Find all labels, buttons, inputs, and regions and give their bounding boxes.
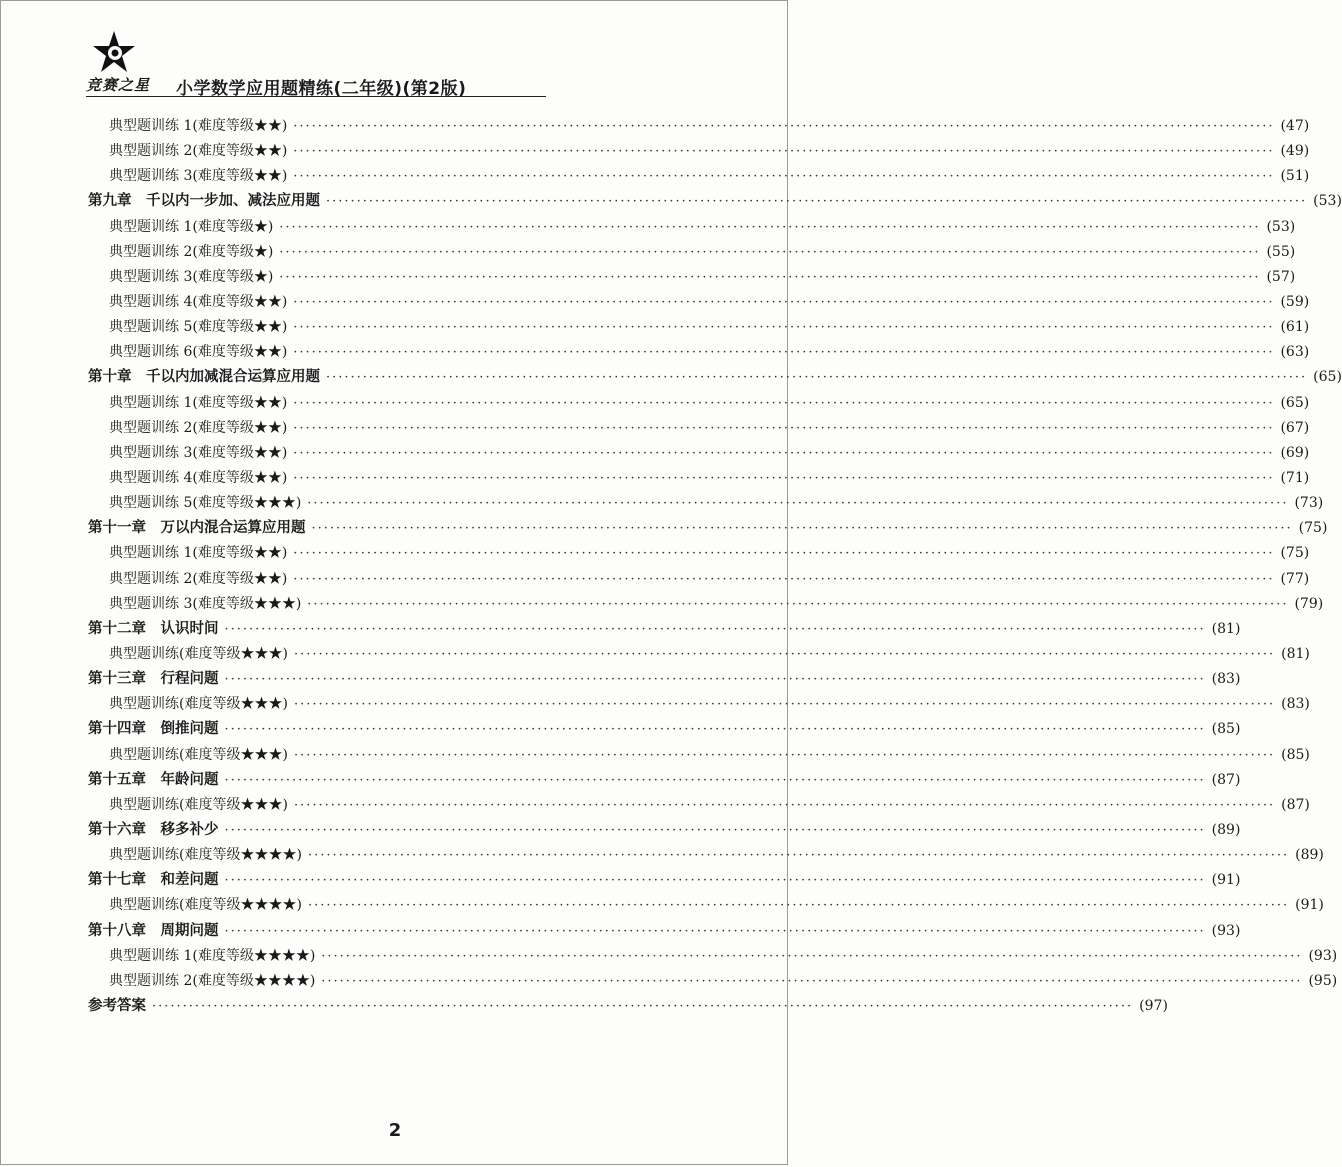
dot-leader: ································································································································································: [279, 269, 1261, 285]
dot-leader: ································································································································································: [293, 546, 1275, 562]
toc-entry-row: [88, 466, 1310, 491]
toc-page-number: (85): [1211, 721, 1241, 738]
dot-leader: ································································································································································: [224, 923, 1206, 939]
toc-label: 第十六章 移多补少: [88, 821, 219, 838]
toc-page-number: (79): [1294, 595, 1324, 612]
toc-entry-row: [88, 793, 1310, 818]
toc-chapter-row: [88, 189, 1342, 214]
dot-leader: ································································································································································: [311, 521, 1293, 537]
toc-entry-row: [88, 567, 1310, 592]
toc-entry-row: [88, 240, 1296, 265]
dot-leader: ································································································································································: [293, 395, 1275, 411]
toc-entry-row: [88, 642, 1310, 667]
toc-label: 典型题训练 3(难度等级★★): [109, 168, 288, 185]
toc-page-number: (85): [1281, 746, 1310, 763]
dot-leader: ································································································································································: [224, 621, 1206, 637]
dot-leader: ································································································································································: [293, 420, 1275, 436]
toc-label: 典型题训练(难度等级★★★★): [109, 847, 302, 864]
toc-entry-row: [88, 265, 1296, 290]
dot-leader: ································································································································································: [293, 169, 1275, 185]
toc-label: 典型题训练 3(难度等级★★): [109, 444, 288, 461]
toc-chapter-row: [88, 667, 1241, 692]
dot-leader: ································································································································································: [293, 345, 1275, 361]
toc-entry-row: [88, 215, 1296, 240]
toc-label: 第十三章 行程问题: [88, 671, 219, 688]
toc-page-number: (63): [1280, 344, 1310, 361]
toc-page-number: (49): [1280, 143, 1310, 160]
toc-label: 典型题训练 1(难度等级★★): [109, 545, 288, 562]
toc-entry-row: [88, 944, 1338, 969]
toc-label: 典型题训练 1(难度等级★): [109, 218, 274, 235]
dot-leader: ································································································································································: [293, 294, 1275, 310]
dot-leader: ································································································································································: [307, 496, 1289, 512]
toc-page-number: (81): [1281, 645, 1310, 662]
toc-page-number: (69): [1280, 444, 1310, 461]
toc-entry-row: [88, 340, 1310, 365]
toc-label: 典型题训练 2(难度等级★★★★): [109, 972, 316, 989]
toc-page-number: (75): [1298, 520, 1328, 537]
toc-entry-row: [88, 592, 1324, 617]
toc-entry-row: [88, 743, 1310, 768]
dot-leader: ································································································································································: [293, 697, 1276, 713]
dot-leader: ································································································································································: [293, 747, 1276, 763]
toc-page-number: (91): [1295, 897, 1324, 914]
toc-chapter-row: [88, 365, 1342, 390]
dot-leader: ································································································································································: [307, 898, 1290, 914]
toc-entry-row: [88, 391, 1310, 416]
toc-page-number: (87): [1281, 796, 1310, 813]
dot-leader: ································································································································································: [152, 998, 1134, 1014]
toc-label: 典型题训练 1(难度等级★★): [109, 394, 288, 411]
toc-label: 第十八章 周期问题: [88, 922, 219, 939]
dot-leader: ································································································································································: [293, 797, 1276, 813]
toc-page-number: (83): [1211, 671, 1241, 688]
toc-label: 典型题训练(难度等级★★★): [109, 746, 288, 763]
dot-leader: ································································································································································: [326, 370, 1308, 386]
dot-leader: ································································································································································: [224, 822, 1206, 838]
toc-label: 典型题训练(难度等级★★★): [109, 796, 288, 813]
toc-label: 第十五章 年龄问题: [88, 771, 219, 788]
toc-label: 典型题训练 4(难度等级★★): [109, 293, 288, 310]
toc-page-number: (93): [1211, 922, 1241, 939]
toc-page-number: (65): [1313, 369, 1342, 386]
toc-label: 第十七章 和差问题: [88, 872, 219, 889]
running-header: [86, 30, 546, 100]
dot-leader: ································································································································································: [321, 973, 1303, 989]
toc-entry-row: [88, 541, 1310, 566]
dot-leader: ································································································································································: [321, 948, 1303, 964]
toc-page-number: (91): [1211, 872, 1241, 889]
toc-page-number: (77): [1280, 570, 1310, 587]
dot-leader: ································································································································································: [279, 244, 1261, 260]
toc-entry-row: [88, 290, 1310, 315]
toc-entry-row: [88, 114, 1310, 139]
toc-chapter-row: [88, 818, 1241, 843]
toc-entry-row: [88, 893, 1324, 918]
toc-label: 典型题训练 1(难度等级★★★★): [109, 947, 316, 964]
dot-leader: ································································································································································: [224, 722, 1206, 738]
toc-entry-row: [88, 969, 1338, 994]
toc-entry-row: [88, 416, 1310, 441]
dot-leader: ································································································································································: [307, 848, 1290, 864]
toc-label: 第十二章 认识时间: [88, 620, 219, 637]
toc-label: 典型题训练 2(难度等级★★): [109, 143, 288, 160]
toc-page-number: (51): [1280, 168, 1310, 185]
dot-leader: ································································································································································: [293, 119, 1275, 134]
dot-leader: ································································································································································: [224, 772, 1206, 788]
toc-label: 典型题训练 1(难度等级★★): [109, 118, 288, 134]
toc-label: 典型题训练(难度等级★★★): [109, 645, 288, 662]
series-name: 竞赛之星: [86, 76, 151, 94]
toc-page-number: (59): [1280, 293, 1310, 310]
toc-page-number: (87): [1211, 771, 1241, 788]
toc-entry-row: [88, 491, 1324, 516]
dot-leader: ································································································································································: [293, 144, 1275, 160]
toc-page-number: (61): [1280, 319, 1310, 336]
dot-leader: ································································································································································: [326, 194, 1308, 210]
dot-leader: ································································································································································: [293, 646, 1276, 662]
toc-label: 典型题训练(难度等级★★★): [109, 696, 288, 713]
toc-chapter-row: [88, 994, 1168, 1019]
toc-page-number: (93): [1308, 947, 1338, 964]
page-number: 2: [388, 1120, 402, 1141]
dot-leader: ································································································································································: [293, 320, 1275, 336]
toc-page-number: (67): [1280, 419, 1310, 436]
toc-page-number: (53): [1266, 218, 1296, 235]
toc-entry-row: [88, 692, 1310, 717]
toc-label: 典型题训练 5(难度等级★★): [109, 319, 288, 336]
dot-leader: ································································································································································: [293, 571, 1275, 587]
toc-label: 典型题训练 6(难度等级★★): [109, 344, 288, 361]
toc-page-number: (75): [1280, 545, 1310, 562]
toc-chapter-row: [88, 516, 1328, 541]
toc-label: 第九章 千以内一步加、减法应用题: [88, 193, 320, 210]
toc-page-number: (71): [1280, 469, 1310, 486]
book-title: 小学数学应用题精练(二年级)(第2版): [176, 79, 467, 99]
dot-leader: ································································································································································: [293, 470, 1275, 486]
toc-label: 典型题训练 4(难度等级★★): [109, 469, 288, 486]
toc-page-number: (89): [1211, 821, 1241, 838]
toc-page-number: (73): [1294, 495, 1324, 512]
toc-label: 第十一章 万以内混合运算应用题: [88, 520, 306, 537]
toc-page-number: (53): [1313, 193, 1342, 210]
dot-leader: ································································································································································: [224, 873, 1206, 889]
toc-page-number: (83): [1281, 696, 1310, 713]
toc-chapter-row: [88, 868, 1241, 893]
toc-page-number: (57): [1266, 268, 1296, 285]
toc-label: 第十四章 倒推问题: [88, 721, 219, 738]
toc-page-number: (55): [1266, 243, 1296, 260]
table-of-contents: [88, 114, 1342, 1019]
toc-entry-row: [88, 843, 1324, 868]
dot-leader: ································································································································································: [224, 672, 1206, 688]
toc-label: 第十章 千以内加减混合运算应用题: [88, 369, 320, 386]
toc-chapter-row: [88, 617, 1241, 642]
toc-entry-row: [88, 441, 1310, 466]
header-rule: [86, 96, 546, 97]
toc-label: 典型题训练(难度等级★★★★): [109, 897, 302, 914]
toc-label: 典型题训练 3(难度等级★★★): [109, 595, 302, 612]
dot-leader: ································································································································································: [279, 219, 1261, 235]
toc-chapter-row: [88, 717, 1241, 742]
star-logo-icon: [92, 30, 136, 74]
toc-entry-row: [88, 315, 1310, 340]
toc-label: 典型题训练 3(难度等级★): [109, 268, 274, 285]
toc-entry-row: [88, 139, 1310, 164]
dot-leader: ································································································································································: [293, 445, 1275, 461]
toc-label: 典型题训练 5(难度等级★★★): [109, 495, 302, 512]
toc-chapter-row: [88, 768, 1241, 793]
toc-page-number: (81): [1211, 620, 1241, 637]
toc-page-number: (47): [1280, 118, 1310, 134]
toc-label: 参考答案: [88, 997, 146, 1014]
toc-page-number: (65): [1280, 394, 1310, 411]
dot-leader: ································································································································································: [307, 596, 1289, 612]
toc-page-number: (97): [1139, 997, 1168, 1014]
toc-label: 典型题训练 2(难度等级★): [109, 243, 274, 260]
toc-entry-row: [88, 164, 1310, 189]
toc-page-number: (95): [1308, 972, 1338, 989]
toc-label: 典型题训练 2(难度等级★★): [109, 419, 288, 436]
toc-chapter-row: [88, 919, 1241, 944]
toc-label: 典型题训练 2(难度等级★★): [109, 570, 288, 587]
toc-page-number: (89): [1295, 847, 1324, 864]
